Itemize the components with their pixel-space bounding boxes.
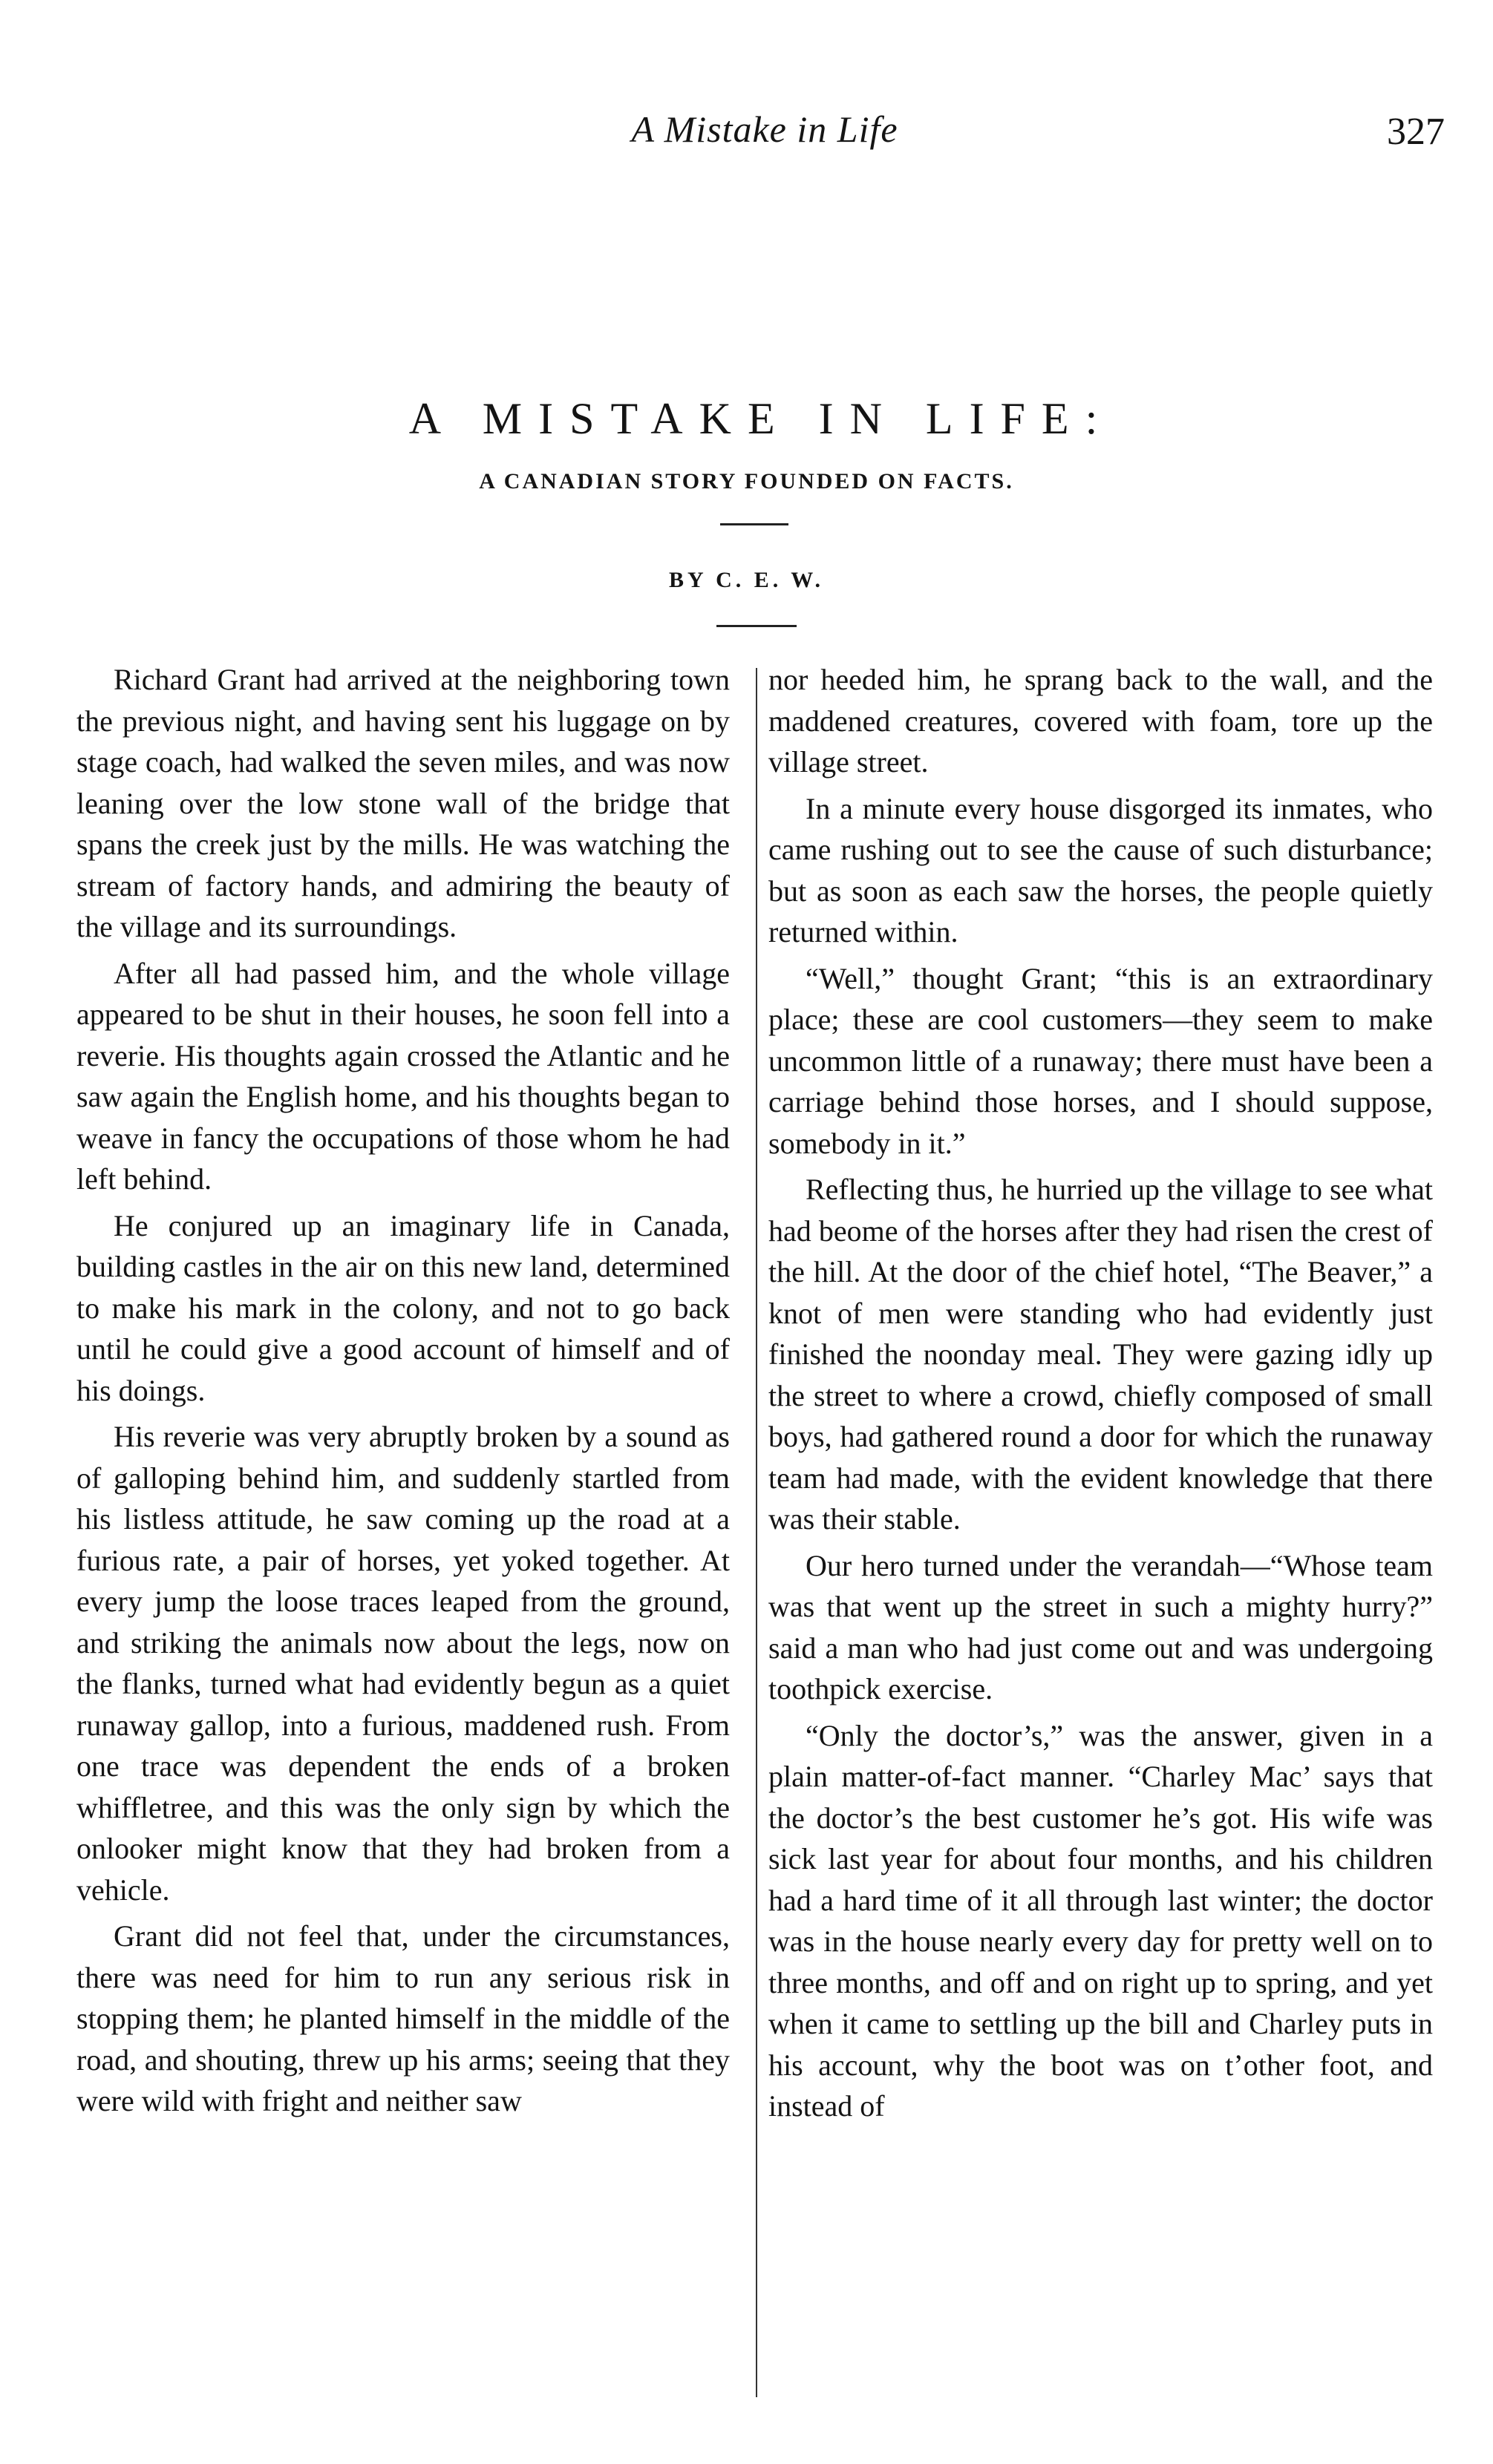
paragraph: In a minute every house disgorged its inmates, who came rushing out to see the cause of such disturbance; but as soon as each saw the horses, the people quietly returned within.	[768, 791, 1433, 948]
column-divider	[756, 668, 757, 2397]
paragraph: Our hero turned under the verandah—“Whose team was that went up the street in such a mighty hurry?” said a man who had just come out and was undergoing toothpick exercise.	[768, 1548, 1433, 1706]
paragraph: Grant did not feel that, under the circumstances, there was need for him to run any serious risk in stopping them; he planted himself in the middle of the road, and shouting, threw up his arms; seeing that they were wild with fright and neither saw	[76, 1919, 730, 2117]
paragraph: He conjured up an imaginary life in Canada, building castles in the air on this new land, determined to make his mark in the colony, and not to go back until he could give a good account of himself and of his doings.	[76, 1208, 730, 1407]
right-column	[768, 659, 1433, 2132]
paragraph: “Only the doctor’s,” was the answer, given in a plain matter-of-fact manner. “Charley Mac’ says that the doctor’s the best customer he’s got. His wife was sick last year for about four months, and his children had a hard time of it all through last winter; the doctor was in the house nearly every day for pretty well on to three months, and off and on right up to spring, and yet when it came to settling up the bill and Charley puts in his account, why the boot was on t’other foot, and instead of	[768, 1718, 1433, 2123]
paragraph: After all had passed him, and the whole village appeared to be shut in their houses, he soon fell into a reverie. His thoughts again crossed the Atlantic and he saw again the English home, and his thoughts began to weave in fancy the occupations of those whom he had left behind.	[76, 956, 730, 1196]
byline: BY C. E. W.	[669, 568, 824, 592]
article-title: A MISTAKE IN LIFE:	[408, 394, 1114, 443]
paragraph: “Well,” thought Grant; “this is an extraordinary place; these are cool customers—they seem to make uncommon little of a runaway; there must have been a carriage behind those horses, and I should suppose, somebody in it.”	[768, 961, 1433, 1160]
title-divider	[720, 523, 788, 525]
article-subtitle: A CANADIAN STORY FOUNDED ON FACTS.	[479, 469, 1014, 494]
paragraph: His reverie was very abruptly broken by a sound as of galloping behind him, and suddenly startled from his listless attitude, he saw coming up the road at a furious rate, a pair of horses, yet yoked together. At every jump the loose traces leaped from the ground, and striking the animals now about the legs, now on the flanks, turned what had evidently begun as a quiet runaway gallop, into a furious, maddened rush. From one trace was dependent the ends of a broken whiffletree, and this was the only sign by which the onlooker might know that they had broken from a vehicle.	[76, 1420, 730, 1907]
paragraph: Reflecting thus, he hurried up the village to see what had beome of the horses after they had risen the crest of the hill. At the door of the chief hotel, “The Beaver,” a knot of men were standing who had evidently just finished the noonday meal. They were gazing idly up the street to where a crowd, chiefly composed of small boys, had gathered round a door for which the runaway team had made, with the evident knowledge that there was their stable.	[768, 1173, 1433, 1536]
page-number: 327	[1387, 111, 1445, 153]
paragraph-continued: nor heeded him, he sprang back to the wall, and the maddened creatures, covered with foam, tore up the village street.	[768, 663, 1433, 779]
running-head: A Mistake in Life	[631, 108, 898, 150]
left-column	[76, 659, 730, 2127]
paragraph: Richard Grant had arrived at the neighboring town the previous night, and having sent his luggage on by stage coach, had walked the seven miles, and was now leaning over the low stone wall of the bridge that spans the creek just by the mills. He was watching the stream of factory hands, and admiring the beauty of the village and its surroundings.	[76, 663, 730, 943]
byline-divider	[716, 625, 797, 627]
